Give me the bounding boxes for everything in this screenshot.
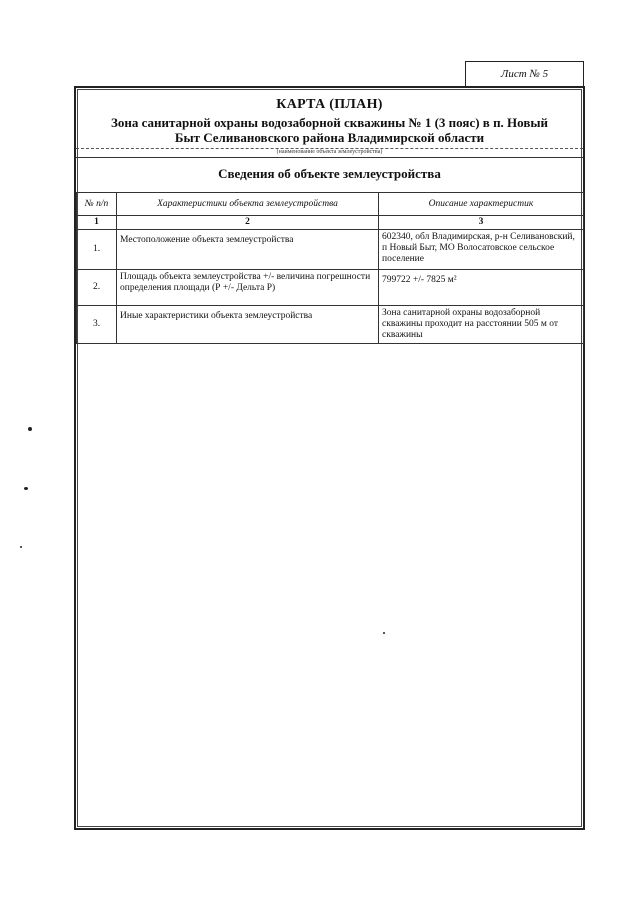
column-number: 1 <box>77 216 117 230</box>
row-characteristic: Площадь объекта землеустройства +/- величина погрешности определения площади (Р +/- Дельта Р) <box>117 270 379 306</box>
row-characteristic: Иные характеристики объекта землеустройства <box>117 306 379 344</box>
header-number: № п/п <box>77 193 117 216</box>
column-number-row <box>77 216 584 230</box>
section-divider <box>76 157 583 158</box>
scan-speck <box>28 427 32 431</box>
scan-speck <box>20 546 22 548</box>
row-number: 2. <box>77 270 117 306</box>
document-subtitle <box>84 115 575 145</box>
characteristics-table <box>76 192 584 344</box>
object-caption: (наименование объекта землеустройства) <box>276 149 383 155</box>
column-number: 3 <box>379 216 584 230</box>
document-title: КАРТА (ПЛАН) <box>276 97 383 112</box>
row-description: Зона санитарной охраны водозаборной скважины проходит на расстоянии 505 м от скважины <box>379 306 584 344</box>
subtitle-line-1: Зона санитарной охраны водозаборной скважины № 1 (3 пояс) в п. Новый <box>110 115 549 130</box>
table-row <box>77 230 584 270</box>
row-number: 3. <box>77 306 117 344</box>
table-row <box>77 306 584 344</box>
row-description: 799722 +/- 7825 м² <box>379 270 584 306</box>
table-row <box>77 270 584 306</box>
row-number: 1. <box>77 230 117 270</box>
table-header-row <box>77 193 584 216</box>
document-frame <box>74 86 585 830</box>
subtitle-line-2: Быт Селивановского района Владимирской области <box>174 130 485 145</box>
scan-speck <box>383 632 385 634</box>
row-characteristic: Местоположение объекта землеустройства <box>117 230 379 270</box>
column-number: 2 <box>117 216 379 230</box>
header-characteristic: Характеристики объекта землеустройства <box>117 193 379 216</box>
header-description: Описание характеристик <box>379 193 584 216</box>
section-title: Сведения об объекте землеустройства <box>218 166 441 181</box>
scan-speck <box>24 487 28 490</box>
row-description: 602340, обл Владимирская, р-н Селивановский, п Новый Быт, МО Волосатовское сельское поселение <box>379 230 584 270</box>
sheet-number-label: Лист № 5 <box>465 61 584 87</box>
